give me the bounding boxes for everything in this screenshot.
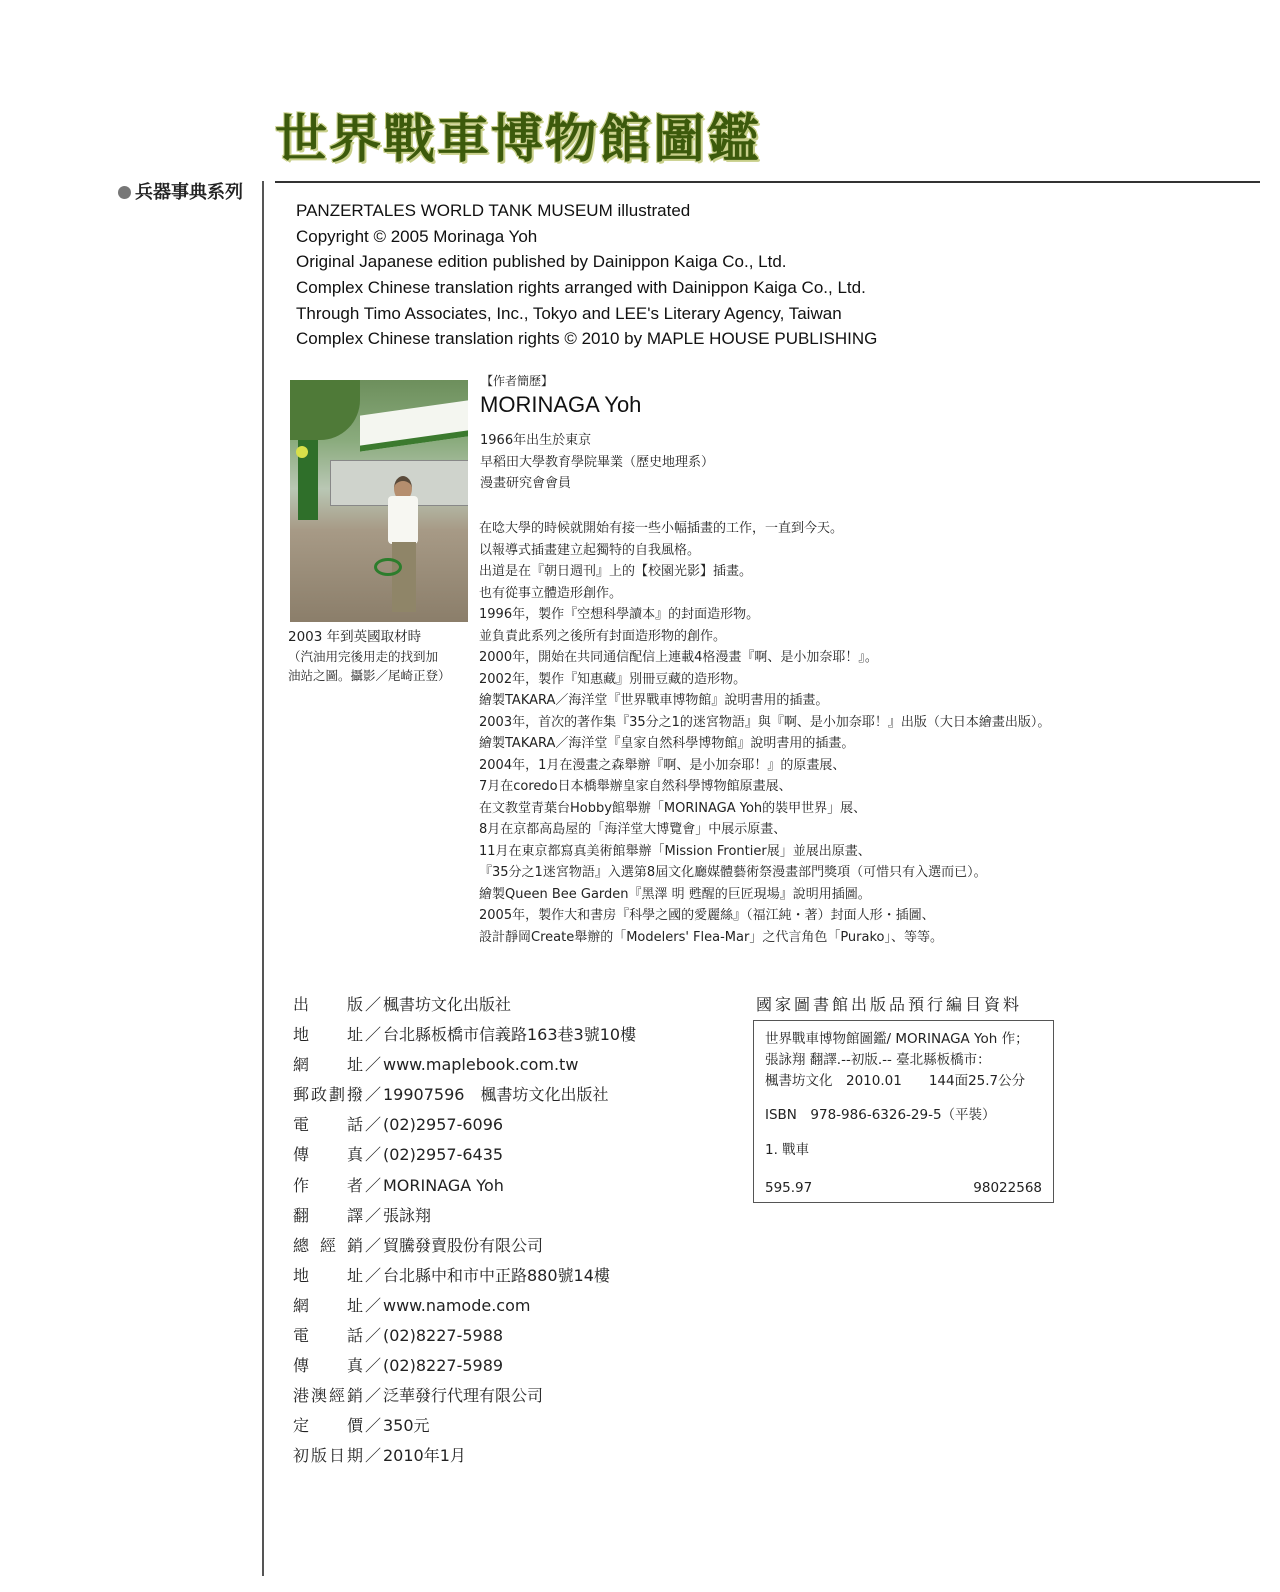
photo-tree: [290, 380, 360, 440]
bio-line: 8月在京都高島屋的「海洋堂大博覽會」中展示原畫、: [479, 822, 787, 837]
cip-line: 世界戰車博物館圖鑑/ MORINAGA Yoh 作；: [765, 1031, 1029, 1047]
copyright-line: Complex Chinese translation rights arranged with Dainippon Kaiga Co., Ltd.: [296, 278, 866, 298]
photo-hose: [374, 558, 402, 576]
photo-person-body: [388, 496, 418, 544]
pub-value: (02)8227-5988: [383, 1326, 504, 1346]
margin-divider: [262, 181, 264, 1576]
bio-line: 繪製TAKARA／海洋堂『世界戰車博物館』說明書用的插畫。: [479, 693, 829, 708]
caption-line: 2003 年到英國取材時: [288, 629, 422, 645]
bio-line: 7月在coredo日本橋舉辦皇家自然科學博物館原畫展、: [479, 779, 792, 794]
cip-line: 楓書坊文化 2010.01 144面25.7公分: [765, 1073, 1026, 1089]
photo-person-legs: [392, 542, 416, 612]
pub-label: 電話: [293, 1115, 363, 1135]
photo-sign: [296, 446, 308, 458]
bio-line: 在唸大學的時候就開始有接一些小幅插畫的工作，一直到今天。: [479, 521, 844, 536]
publishing-info: [293, 990, 636, 1472]
pub-row: 初版日期 ／ 2010年1月: [293, 1441, 636, 1471]
fact-line: 漫畫研究會會員: [480, 476, 572, 491]
caption-line: （汽油用完後用走的找到加: [288, 649, 439, 664]
cip-subject: 1. 戰車: [765, 1142, 810, 1158]
author-photo: [290, 380, 468, 622]
pub-row: 定價 ／ 350元: [293, 1411, 636, 1441]
pub-label: 網址: [293, 1295, 363, 1315]
cip-record-number: 98022568: [973, 1180, 1042, 1196]
pub-value: www.maplebook.com.tw: [383, 1055, 579, 1075]
pub-label: 地址: [293, 1265, 363, 1285]
pub-row: 網址 ／ www.maplebook.com.tw: [293, 1050, 636, 1080]
pub-value: 19907596 楓書坊文化出版社: [383, 1085, 609, 1105]
pub-value: 泛華發行代理有限公司: [383, 1386, 544, 1406]
cip-line: 張詠翔 翻譯.--初版.-- 臺北縣板橋市：: [765, 1052, 991, 1068]
pub-row: 出版 ／ 楓書坊文化出版社: [293, 990, 636, 1020]
book-title: 世界戰車博物館圖鑑: [275, 110, 762, 170]
bio-header: 【作者簡歷】: [481, 374, 554, 388]
pub-row: 電話 ／ (02)8227-5988: [293, 1321, 636, 1351]
author-facts: [480, 430, 714, 495]
bullet-icon: [118, 186, 131, 199]
cip-title: 國家圖書館出版品預行編目資料: [756, 995, 1023, 1014]
bio-line: 繪製TAKARA／海洋堂『皇家自然科學博物館』說明書用的插畫。: [479, 736, 855, 751]
pub-row: 傳真 ／ (02)8227-5989: [293, 1351, 636, 1381]
pub-label: 港澳經銷: [293, 1386, 363, 1406]
pub-row: 郵政劃撥 ／ 19907596 楓書坊文化出版社: [293, 1080, 636, 1110]
copyright-line: Copyright © 2005 Morinaga Yoh: [296, 226, 538, 246]
pub-row: 總經銷 ／ 貿騰發賣股份有限公司: [293, 1231, 636, 1261]
pub-label: 定價: [293, 1416, 363, 1436]
bio-line: 11月在東京都寫真美術館舉辦「Mission Frontier展」並展出原畫、: [479, 843, 871, 859]
pub-label: 傳真: [293, 1145, 363, 1165]
pub-value: 楓書坊文化出版社: [383, 995, 512, 1014]
bio-line: 並負責此系列之後所有封面造形物的創作。: [479, 628, 727, 644]
caption-line: 油站之圖。攝影／尾崎正登）: [288, 668, 451, 683]
copyright-block: [296, 198, 877, 352]
pub-value: (02)2957-6096: [383, 1115, 504, 1135]
fact-line: 1966年出生於東京: [480, 433, 592, 448]
cip-class-number: 595.97: [765, 1180, 813, 1196]
pub-value: 350元: [383, 1416, 430, 1436]
pub-label: 初版日期: [293, 1446, 363, 1466]
bio-line: 繪製Queen Bee Garden『黑澤 明 甦醒的巨匠現場』說明用插圖。: [479, 886, 871, 902]
pub-label: 郵政劃撥: [293, 1085, 363, 1105]
pub-value: (02)8227-5989: [383, 1356, 504, 1376]
pub-label: 地址: [293, 1025, 363, 1045]
bio-line: 出道是在『朝日週刊』上的【校園光影】插畫。: [479, 564, 753, 579]
photo-caption: [288, 628, 451, 685]
pub-value: MORINAGA Yoh: [383, 1175, 504, 1195]
bio-line: 2004年，1月在漫畫之森舉辦『啊、是小加奈耶！』的原畫展、: [479, 757, 846, 773]
copyright-line: Complex Chinese translation rights © 2010 by MAPLE HOUSE PUBLISHING: [296, 329, 878, 349]
bio-line: 『35分之1迷宮物語』入選第8屆文化廳媒體藝術祭漫畫部門獎項（可惜只有入選而已）。: [479, 865, 987, 880]
bio-line: 2000年，開始在共同通信配信上連載4格漫畫『啊、是小加奈耶！』。: [479, 650, 878, 665]
pub-row: 地址 ／ 台北縣中和市中正路880號14樓: [293, 1261, 636, 1291]
pub-label: 作者: [293, 1175, 363, 1195]
bio-line: 1996年，製作『空想科學讀本』的封面造形物。: [479, 607, 760, 622]
bio-line: 以報導式插畫建立起獨特的自我風格。: [479, 542, 701, 558]
pub-label: 出版: [293, 995, 363, 1014]
fact-line: 早稻田大學教育學院畢業（歷史地理系）: [480, 454, 715, 470]
bio-line: 2003年，首次的著作集『35分之1的迷宮物語』與『啊、是小加奈耶！』出版（大日本繪畫出版）。: [479, 714, 1051, 730]
pub-row: 傳真 ／ (02)2957-6435: [293, 1140, 636, 1170]
pub-row: 電話 ／ (02)2957-6096: [293, 1110, 636, 1140]
cip-isbn: ISBN 978-986-6326-29-5（平裝）: [765, 1107, 996, 1123]
copyright-line: PANZERTALES WORLD TANK MUSEUM illustrated: [296, 201, 691, 220]
series-label: [118, 178, 243, 204]
series-label-text: 兵器事典系列: [135, 182, 243, 203]
pub-value: www.namode.com: [383, 1295, 531, 1315]
pub-value: 2010年1月: [383, 1446, 466, 1466]
header-divider: [275, 181, 1260, 183]
bio-line: 2002年，製作『知惠藏』別冊豆藏的造形物。: [479, 671, 747, 687]
cip-record: [753, 1020, 1054, 1203]
copyright-line: Through Timo Associates, Inc., Tokyo and LEE's Literary Agency, Taiwan: [296, 303, 842, 323]
pub-value: 貿騰發賣股份有限公司: [383, 1235, 544, 1255]
bio-line: 在文教堂青葉台Hobby館舉辦「MORINAGA Yoh的裝甲世界」展、: [479, 800, 867, 816]
pub-label: 總經銷: [293, 1235, 363, 1255]
pub-row: 作者 ／ MORINAGA Yoh: [293, 1171, 636, 1201]
cip-footer: [765, 1180, 1042, 1196]
bio-line: 設計靜岡Create舉辦的「Modelers' Flea-Mar」之代言角色「Purako」、等等。: [479, 929, 944, 945]
photo-station-canopy: [360, 400, 468, 451]
bio-line: 也有從事立體造形創作。: [479, 585, 623, 601]
bio-line: 2005年，製作大和書房『科學之國的愛麗絲』（福江純・著）封面人形・插圖、: [479, 908, 935, 923]
pub-row: 翻譯 ／ 張詠翔: [293, 1201, 636, 1231]
author-name: MORINAGA Yoh: [480, 392, 642, 417]
pub-value: 台北縣板橋市信義路163巷3號10樓: [383, 1025, 637, 1045]
author-bio: [479, 518, 1050, 948]
pub-row: 網址 ／ www.namode.com: [293, 1291, 636, 1321]
pub-value: 台北縣中和市中正路880號14樓: [383, 1265, 610, 1285]
pub-value: (02)2957-6435: [383, 1145, 504, 1165]
pub-label: 傳真: [293, 1356, 363, 1376]
pub-row: 港澳經銷 ／ 泛華發行代理有限公司: [293, 1381, 636, 1411]
pub-label: 翻譯: [293, 1205, 363, 1225]
copyright-line: Original Japanese edition published by Dainippon Kaiga Co., Ltd.: [296, 252, 787, 272]
pub-value: 張詠翔: [383, 1205, 432, 1225]
pub-label: 電話: [293, 1326, 363, 1346]
pub-row: 地址 ／ 台北縣板橋市信義路163巷3號10樓: [293, 1020, 636, 1050]
pub-label: 網址: [293, 1055, 363, 1075]
